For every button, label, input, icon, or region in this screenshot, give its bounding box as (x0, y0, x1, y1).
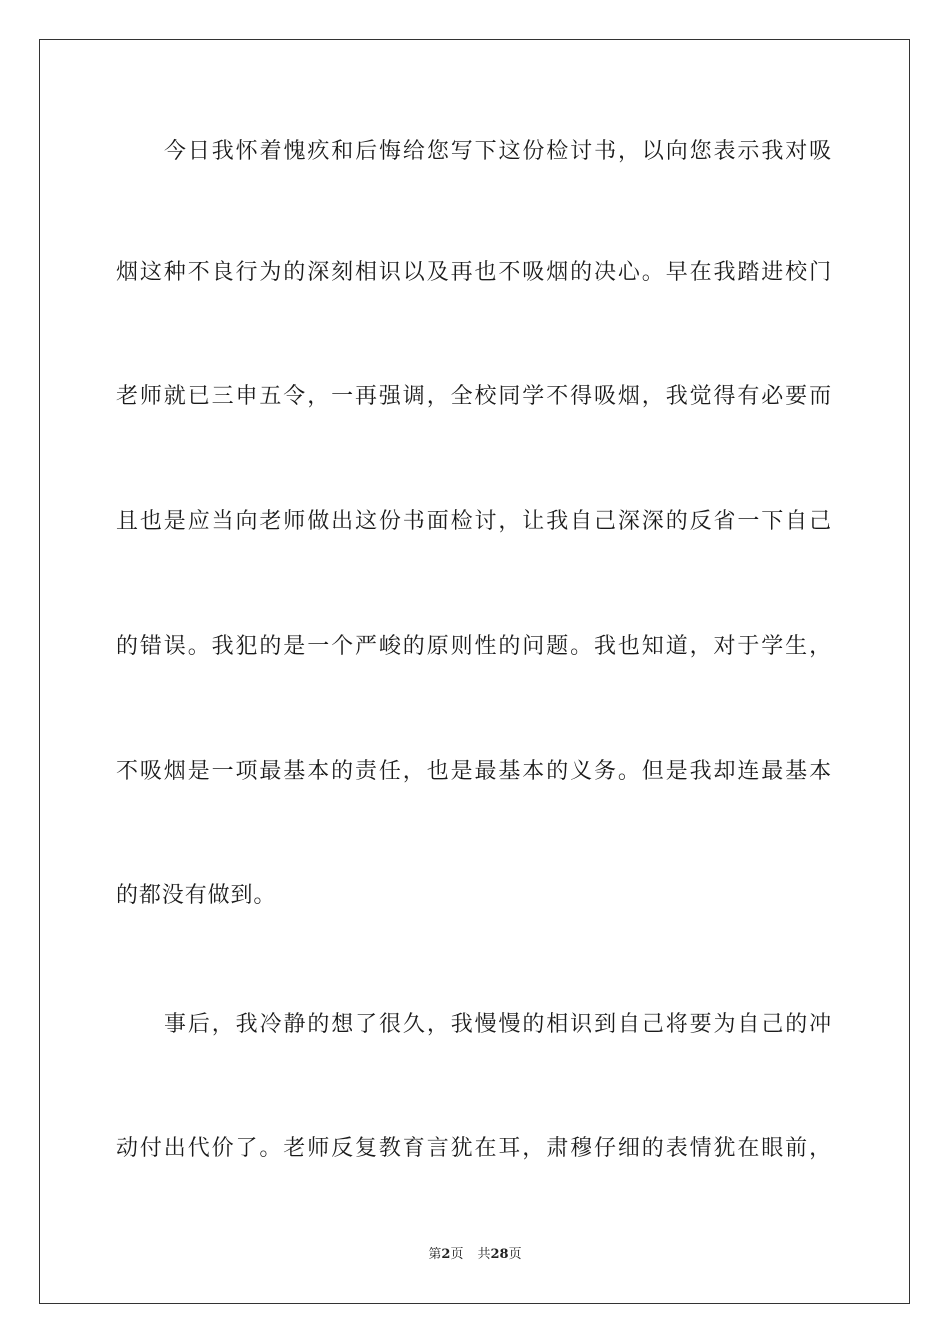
page-border (39, 39, 910, 1304)
paragraph-1-line-3: 老师就已三申五令，一再强调，全校同学不得吸烟，我觉得有必要而 (116, 384, 832, 409)
paragraph-1-line-7: 的都没有做到。 (116, 883, 277, 908)
paragraph-2-line-2: 动付出代价了。老师反复教育言犹在耳，肃穆仔细的表情犹在眼前， (116, 1136, 832, 1161)
page-footer (0, 1246, 950, 1264)
footer-total-prefix: 共 (477, 1247, 491, 1262)
paragraph-1-line-1: 今日我怀着愧疚和后悔给您写下这份检讨书，以向您表示我对吸 (164, 139, 832, 164)
footer-total-suffix: 页 (508, 1247, 522, 1262)
paragraph-1-line-6: 不吸烟是一项最基本的责任，也是最基本的义务。但是我却连最基本 (116, 759, 832, 784)
paragraph-2-line-1: 事后，我冷静的想了很久，我慢慢的相识到自己将要为自己的冲 (164, 1012, 832, 1037)
footer-page-suffix: 页 (450, 1247, 464, 1262)
paragraph-1-line-2: 烟这种不良行为的深刻相识以及再也不吸烟的决心。早在我踏进校门 (116, 260, 832, 285)
footer-total-pages: 28 (490, 1247, 509, 1262)
paragraph-1-line-4: 且也是应当向老师做出这份书面检讨，让我自己深深的反省一下自己 (116, 509, 832, 534)
footer-page-number: 2 (441, 1247, 451, 1262)
paragraph-1-line-5: 的错误。我犯的是一个严峻的原则性的问题。我也知道，对于学生， (116, 634, 832, 659)
footer-page-prefix: 第 (428, 1247, 442, 1262)
